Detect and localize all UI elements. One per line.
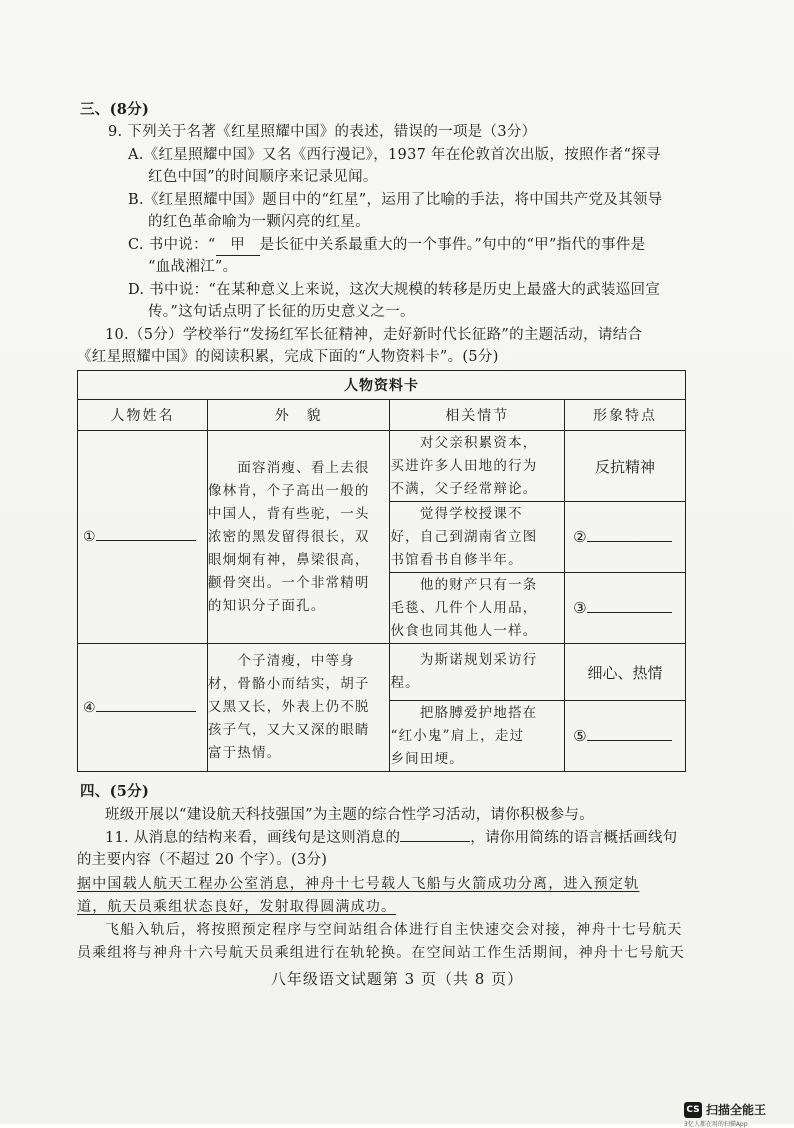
q9-option-d-line2: 传。”这句话点明了长征的历史意义之一。 xyxy=(148,304,415,320)
q11-prefix: 11. 从消息的结构来看，画线句是这则消息的 xyxy=(105,830,401,846)
plot-line: 好，自己到湖南省立图 xyxy=(390,528,538,545)
q9-c-suffix: 是长征中关系最重大的一个事件。”句中的“甲”指代的事件是 xyxy=(259,237,646,253)
p1-app-line: 像林肯，个子高出一般的 xyxy=(207,482,370,499)
p1-app-line: 面容消瘦、看上去很 xyxy=(207,459,370,476)
person1-plot-1 xyxy=(390,431,565,502)
q9-option-d-line1: D. 书中说：“在某种意义上来说，这次大规模的转移是历史上最盛大的武装巡回宣 xyxy=(128,282,661,298)
p2-app-line: 个子清瘦，中等身 xyxy=(207,653,355,669)
p2-app-line: 又黑又长，外表上仍不脱 xyxy=(207,699,370,715)
person1-appearance xyxy=(207,431,390,644)
q9-c-prefix: C. 书中说：“ xyxy=(128,237,216,253)
q9-option-a-line1: A.《红星照耀中国》又名《西行漫记》，1937 年在伦敦首次出版，按照作者“探寻 xyxy=(128,147,661,163)
q10-line2: 《红星照耀中国》的阅读积累，完成下面的“人物资料卡”。(5分) xyxy=(77,349,499,365)
p1-app-line: 的知识分子面孔。 xyxy=(207,597,326,614)
q11-suffix: ，请你用简练的语言概括画线句 xyxy=(470,830,678,846)
p2-app-line: 富于热情。 xyxy=(207,745,282,761)
plot-line: 把胳膊爱护地搭在 xyxy=(390,704,538,721)
q9-option-a-line2: 红色中国”的时间顺序来记录见闻。 xyxy=(148,169,378,185)
plot-line: 觉得学校授课不 xyxy=(390,505,523,522)
plot-line: 为斯诺规划采访行 xyxy=(390,652,538,668)
watermark-slogan: 3亿人都在用的扫描App xyxy=(684,1121,748,1128)
trait-3-label: ③ xyxy=(573,599,587,617)
person1-plot-2 xyxy=(390,502,565,573)
q9-stem: 9. 下列关于名著《红星照耀中国》的表述，错误的一项是（3分） xyxy=(108,124,537,140)
news-underlined-line1: 据中国载人航天工程办公室消息，神舟十七号载人飞船与火箭成功分离，进入预定轨 xyxy=(77,876,640,892)
person2-name-cell xyxy=(78,644,208,772)
trait-3-blank[interactable] xyxy=(587,612,672,613)
person2-appearance xyxy=(207,644,390,772)
q11-blank[interactable] xyxy=(400,841,470,842)
person2-trait-1: 细心、热情 xyxy=(565,644,686,701)
person1-trait-1: 反抗精神 xyxy=(565,431,686,502)
trait-5-label: ⑤ xyxy=(573,727,587,745)
header-plot: 相关情节 xyxy=(390,400,565,431)
person2-trait-2-cell xyxy=(565,701,686,772)
q9-option-b-line2: 的红色革命喻为一颗闪亮的红星。 xyxy=(148,214,370,230)
person2-plot-1 xyxy=(390,644,565,701)
section-3-heading: 三、(8分) xyxy=(80,101,150,118)
q11-line2: 的主要内容（不超过 20 个字）。(3分) xyxy=(77,852,328,868)
trait-2-blank[interactable] xyxy=(587,541,672,542)
page-footer: 八年级语文试题第 3 页（共 8 页） xyxy=(270,970,524,988)
q9-option-c-line1 xyxy=(128,235,646,256)
section-4-heading: 四、(5分) xyxy=(80,783,150,800)
p2-app-line: 材，骨骼小而结实，胡子 xyxy=(207,676,370,692)
trait-2-label: ② xyxy=(573,528,587,546)
news-underlined-line2: 道，航天员乘组状态良好，发射取得圆满成功。 xyxy=(77,899,397,915)
header-trait: 形象特点 xyxy=(565,400,686,431)
news-paragraph-line2: 员乘组将与神舟十六号航天员乘组进行在轨轮换。在空间站工作生活期间，神舟十七号航天 xyxy=(77,945,685,961)
plot-line: 程。 xyxy=(390,675,420,691)
q9-option-c-line2: “血战湘江”。 xyxy=(148,259,238,275)
plot-line: “红小鬼”肩上，走过 xyxy=(390,727,525,744)
p1-app-line: 中国人，背有些驼，一头 xyxy=(207,505,370,522)
news-paragraph-line1: 飞船入轨后，将按照预定程序与空间站组合体进行自主快速交会对接，神舟十七号航天 xyxy=(105,922,683,938)
plot-line: 不满，父子经常辩论。 xyxy=(390,480,538,497)
plot-line: 毛毯、几件个人用品， xyxy=(390,599,538,616)
trait-5-blank[interactable] xyxy=(587,740,672,741)
person2-name-blank[interactable] xyxy=(96,711,196,712)
q11-line1 xyxy=(105,828,677,848)
p1-app-line: 眼炯炯有神，鼻梁很高， xyxy=(207,551,370,568)
scanner-watermark xyxy=(684,1100,794,1128)
plot-line: 乡间田埂。 xyxy=(390,750,464,767)
person1-name-blank[interactable] xyxy=(96,540,196,541)
section-4-intro: 班级开展以“建设航天科技强国”为主题的综合性学习活动，请你积极参与。 xyxy=(105,807,595,823)
person-info-card xyxy=(77,370,686,772)
p1-app-line: 浓密的黑发留得很长，双 xyxy=(207,528,370,545)
q9-option-b-line1: B.《红星照耀中国》题目中的“红星”，运用了比喻的手法，将中国共产党及其领导 xyxy=(128,192,663,208)
plot-line: 他的财产只有一条 xyxy=(390,576,538,593)
person2-name-label: ④ xyxy=(83,699,96,716)
plot-line: 买进许多人田地的行为 xyxy=(390,457,538,474)
plot-line: 书馆看书自修半年。 xyxy=(390,551,523,568)
q10-line1: 10.（5分）学校举行“发扬红军长征精神，走好新时代长征路”的主题活动，请结合 xyxy=(105,327,643,343)
person1-trait-3-cell xyxy=(565,573,686,644)
p2-app-line: 孩子气，又大又深的眼睛 xyxy=(207,722,370,738)
camscanner-logo-icon: CS xyxy=(684,1102,702,1118)
plot-line: 对父亲积累资本， xyxy=(390,434,538,451)
p1-app-line: 颧骨突出。一个非常精明 xyxy=(207,574,370,591)
person1-name-cell xyxy=(78,431,208,644)
watermark-brand: 扫描全能王 xyxy=(706,1103,767,1117)
plot-line: 伙食也同其他人一样。 xyxy=(390,622,538,639)
person1-plot-3 xyxy=(390,573,565,644)
person2-plot-2 xyxy=(390,701,565,772)
header-appearance: 外 貌 xyxy=(207,400,390,431)
header-name: 人物姓名 xyxy=(78,400,208,431)
q9-c-blank: 甲 xyxy=(216,235,260,256)
card-title: 人物资料卡 xyxy=(78,371,686,400)
person1-trait-2-cell xyxy=(565,502,686,573)
person1-name-label: ① xyxy=(83,529,96,545)
